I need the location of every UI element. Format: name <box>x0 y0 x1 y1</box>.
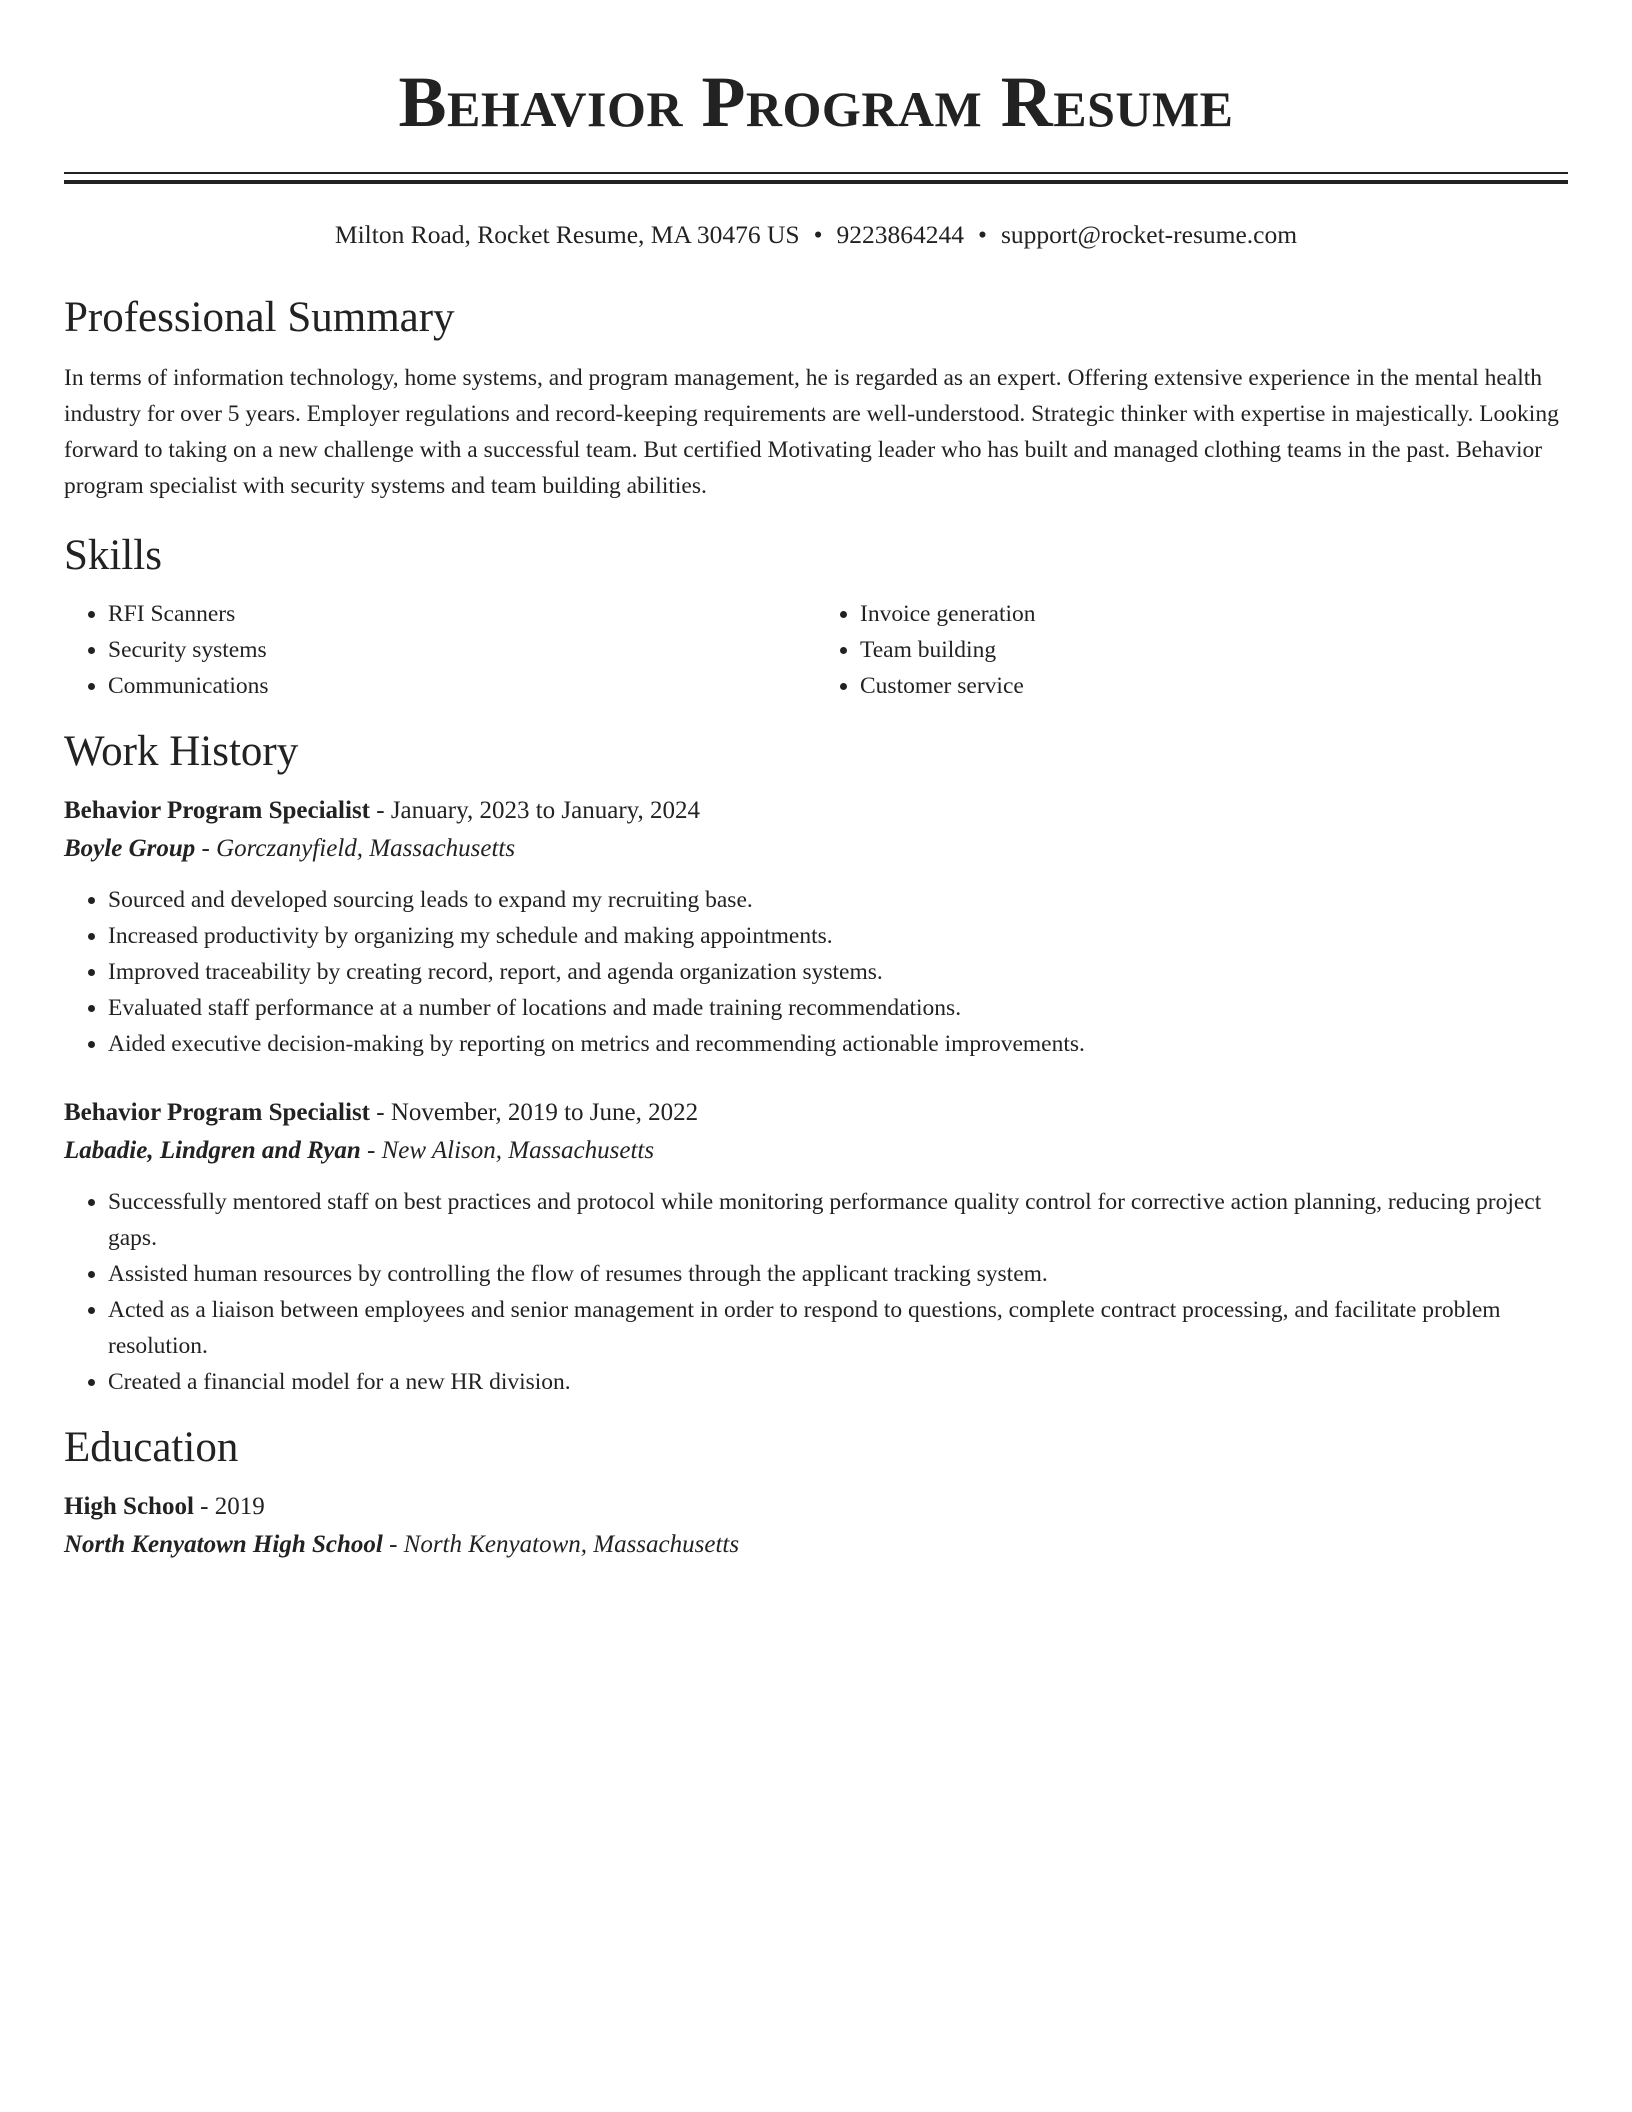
contact-email[interactable]: support@rocket-resume.com <box>1000 220 1298 249</box>
education-location: - North Kenyatown, Massachusetts <box>382 1531 740 1558</box>
education-year: - 2019 <box>193 1493 265 1520</box>
contact-address: Milton Road, Rocket Resume, MA 30476 US <box>334 220 800 249</box>
skills-left-column <box>64 596 816 704</box>
work-history-heading: Work History <box>64 728 299 775</box>
skills-heading: Skills <box>64 532 162 579</box>
education-school-line <box>64 1526 1568 1564</box>
education-heading: Education <box>64 1424 239 1471</box>
skills-right-column <box>816 596 1568 704</box>
skill-item: • Customer service <box>860 668 1568 704</box>
job-entry <box>64 1094 1568 1400</box>
duty-item: • Successfully mentored staff on best practices and protocol while monitoring performance quality control for corrective action planning, reducing project gaps. <box>108 1184 1568 1256</box>
job-company-line <box>64 1132 1568 1170</box>
contact-line <box>64 218 1568 252</box>
job-duties <box>64 882 1568 1062</box>
job-company: Boyle Group <box>64 835 196 862</box>
education-school: North Kenyatown High School <box>64 1531 383 1558</box>
duty-item: • Acted as a liaison between employees and senior management in order to respond to questions, complete contract processing, and facilitate problem resolution. <box>108 1292 1568 1364</box>
summary-text: In terms of information technology, home systems, and program management, he is regarded as an expert. Offering extensive experience in the mental health industry for over 5 years. Employer regulations and record-keeping requirements are well-understood. Strategic thinker with expertise in majestically. Looking forward to taking on a new challenge with a successful team. But certified Motivating leader who has built and managed clothing teams in the past. Behavior program specialist with security systems and team building abilities. <box>64 365 1559 499</box>
skill-item: • Security systems <box>108 632 816 668</box>
job-dates: - January, 2023 to January, 2024 <box>370 797 701 824</box>
job-company-line <box>64 830 1568 868</box>
skill-item: • Communications <box>108 668 816 704</box>
skill-item: • Invoice generation <box>860 596 1568 632</box>
job-company: Labadie, Lindgren and Ryan <box>64 1137 361 1164</box>
skill-item: • RFI Scanners <box>108 596 816 632</box>
job-duties <box>64 1184 1568 1400</box>
duty-item: • Sourced and developed sourcing leads to expand my recruiting base. <box>108 882 1568 918</box>
job-entry <box>64 792 1568 1062</box>
education-header <box>64 1488 1568 1526</box>
job-header <box>64 792 1568 830</box>
contact-separator: • <box>813 220 823 249</box>
job-role: Behavior Program Specialist <box>64 1099 370 1126</box>
education-entry <box>64 1488 1568 1564</box>
job-location: - New Alison, Massachusetts <box>360 1137 655 1164</box>
duty-item: • Improved traceability by creating record, report, and agenda organization systems. <box>108 954 1568 990</box>
summary-heading: Professional Summary <box>64 294 455 341</box>
duty-item: • Evaluated staff performance at a number of locations and made training recommendations. <box>108 990 1568 1026</box>
resume-title: Behavior Program Resume <box>398 62 1234 142</box>
contact-phone: 9223864244 <box>836 220 965 249</box>
resume-page <box>64 0 1568 1564</box>
job-location: - Gorczanyfield, Massachusetts <box>195 835 516 862</box>
job-role: Behavior Program Specialist <box>64 797 370 824</box>
skill-item: • Team building <box>860 632 1568 668</box>
duty-item: • Created a financial model for a new HR division. <box>108 1364 1568 1400</box>
duty-item: • Increased productivity by organizing my schedule and making appointments. <box>108 918 1568 954</box>
education-degree: High School <box>64 1493 194 1520</box>
job-header <box>64 1094 1568 1132</box>
contact-separator: • <box>978 220 987 249</box>
duty-item: • Assisted human resources by controlling the flow of resumes through the applicant tracking system. <box>108 1256 1568 1292</box>
duty-item: • Aided executive decision-making by reporting on metrics and recommending actionable improvements. <box>108 1026 1568 1062</box>
skills-columns <box>64 596 1568 704</box>
title-divider <box>64 172 1568 184</box>
job-dates: - November, 2019 to June, 2022 <box>370 1099 699 1126</box>
